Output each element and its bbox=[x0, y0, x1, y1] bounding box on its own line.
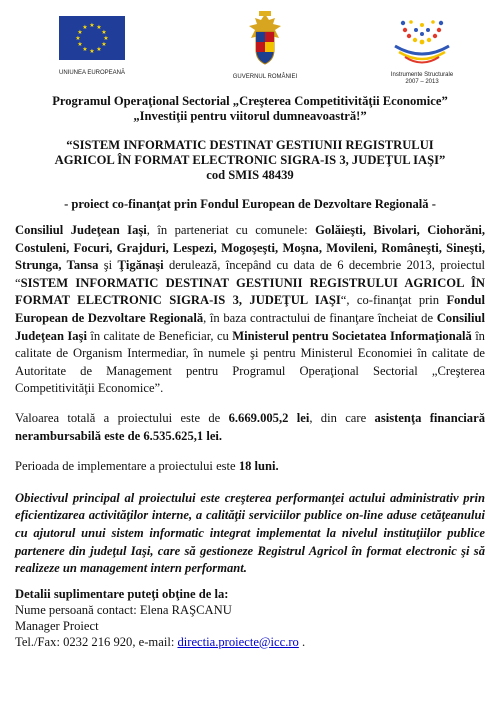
fund-name: Fondul European de Dezvoltare Regională bbox=[15, 293, 485, 325]
svg-text:★: ★ bbox=[101, 29, 107, 36]
structural-instruments-icon bbox=[381, 10, 463, 68]
project-name: SISTEM INFORMATIC DESTINAT GESTIUNII REGISTRULUI AGRICOL ÎN FORMAT ELECTRONIC SIGRA-IS 3, JUDEŢUL IAŞI bbox=[15, 275, 485, 308]
eu-caption: UNIUNEA EUROPEANĂ bbox=[58, 70, 125, 76]
svg-text:★: ★ bbox=[101, 41, 107, 48]
project-title-line1: “SISTEM INFORMATIC DESTINAT GESTIUNII REGISTRULUI bbox=[66, 138, 434, 152]
nonrefundable-assistance: asistenţa financiară nerambursabilă este de 6.535.625,1 lei. bbox=[15, 410, 485, 443]
text-span: , din care bbox=[309, 410, 375, 425]
contact-role: Manager Proiect bbox=[15, 618, 99, 633]
text-span: derulează, începând cu data de 6 decembrie 2013, proiectul “ bbox=[15, 258, 486, 290]
government-logo bbox=[229, 10, 301, 81]
contact-phone-email bbox=[15, 634, 485, 650]
text-span: , în parteneriat cu comunele: bbox=[146, 223, 316, 237]
text-span: , în baza contractului de finanţare încheiat de bbox=[203, 310, 437, 325]
contact-phone: Tel./Fax: 0232 216 920, e-mail: bbox=[15, 634, 178, 649]
svg-text:★: ★ bbox=[103, 35, 109, 42]
program-header bbox=[15, 94, 485, 124]
contact-person: Nume persoană contact: Elena RAŞCANU bbox=[15, 602, 232, 617]
contact-block bbox=[15, 586, 485, 650]
svg-text:★: ★ bbox=[89, 22, 95, 29]
structural-instruments-logo bbox=[381, 10, 463, 86]
motto-line: „Investiţii pentru viitorul dumneavoastră!” bbox=[133, 109, 367, 123]
implementation-period-paragraph bbox=[15, 458, 485, 476]
logos-row bbox=[15, 0, 485, 92]
svg-text:★: ★ bbox=[82, 24, 88, 31]
svg-text:★: ★ bbox=[77, 29, 83, 36]
project-description-paragraph bbox=[15, 222, 485, 398]
text-span: . bbox=[298, 634, 306, 649]
structural-instruments-caption-line1: Instrumente Structurale bbox=[390, 72, 454, 78]
text-span: şi bbox=[98, 258, 118, 273]
text-span: Perioada de implementare a proiectului este bbox=[15, 459, 239, 474]
structural-instruments-caption-line2: 2007 – 2013 bbox=[405, 79, 439, 85]
smis-code: cod SMIS 48439 bbox=[206, 168, 294, 182]
partner-commune-last: Ţigănaşi bbox=[117, 258, 164, 273]
svg-text:★: ★ bbox=[96, 24, 102, 31]
svg-text:★: ★ bbox=[77, 41, 83, 48]
project-title bbox=[15, 138, 485, 183]
total-value: 6.669.005,2 lei bbox=[228, 410, 310, 425]
eu-flag-icon bbox=[57, 10, 127, 66]
program-line: Programul Operaţional Sectorial „Creşterea Competitivităţii Economice” bbox=[52, 94, 448, 108]
romanian-coat-of-arms-icon bbox=[229, 10, 301, 70]
svg-text:★: ★ bbox=[96, 46, 102, 53]
contact-email-link[interactable]: directia.proiecte@icc.ro bbox=[177, 634, 299, 649]
cofinance-line: - proiect co-finanţat prin Fondul European de Dezvoltare Regională - bbox=[64, 197, 436, 211]
text-span: în calitate de Organism Intermediar, în numele şi pentru Ministerul Economiei în calitate de Autoritate de Management pentru Programul Operaţional Sectorial „Creşterea Competitivităţii Economice”. bbox=[15, 328, 485, 396]
eu-logo bbox=[57, 10, 127, 77]
text-span: Valoarea totală a proiectului este de bbox=[15, 410, 229, 425]
partner-communes: Golăieşti, Bivolari, Ciohorăni, Costuleni, Focuri, Grajduri, Lespezi, Mogoşeşti, Moşna, Movileni, Româneşti, Sineşti, Strunga, Tansa bbox=[15, 223, 485, 273]
council-name: Consiliul Judeţean Iaşi bbox=[15, 310, 485, 343]
svg-text:★: ★ bbox=[89, 48, 95, 55]
project-title-line2: AGRICOL ÎN FORMAT ELECTRONIC SIGRA-IS 3, JUDEŢUL IAŞI” bbox=[54, 153, 446, 167]
svg-text:★: ★ bbox=[75, 35, 81, 42]
government-caption: GUVERNUL ROMÂNIEI bbox=[232, 74, 298, 80]
ministry-name: Ministerul pentru Societatea Informaţională bbox=[232, 328, 472, 343]
text-span: “, co-finanţat prin bbox=[340, 293, 447, 308]
text-span: în calitate de Beneficiar, cu bbox=[86, 328, 233, 343]
project-value-paragraph bbox=[15, 410, 485, 445]
svg-text:★: ★ bbox=[82, 46, 88, 53]
objective-paragraph: Obiectivul principal al proiectului este creşterea performanţei actului administrativ prin eficientizarea activităţilor interne, a calităţii serviciilor publice on-line aduse cetăţeanului cu ajutorul unui sistem informatic integrat implementat la nivelul instituţiilor publice partenere din judeţul Iaşi, care să gestioneze Registrul Agricol în format electronic şi să realizeze un management intern performant. bbox=[15, 490, 485, 576]
contact-heading: Detalii suplimentare puteţi obţine de la: bbox=[15, 586, 229, 601]
beneficiary-name: Consiliul Judeţean Iaşi bbox=[15, 223, 147, 237]
implementation-period: 18 luni. bbox=[238, 459, 279, 474]
